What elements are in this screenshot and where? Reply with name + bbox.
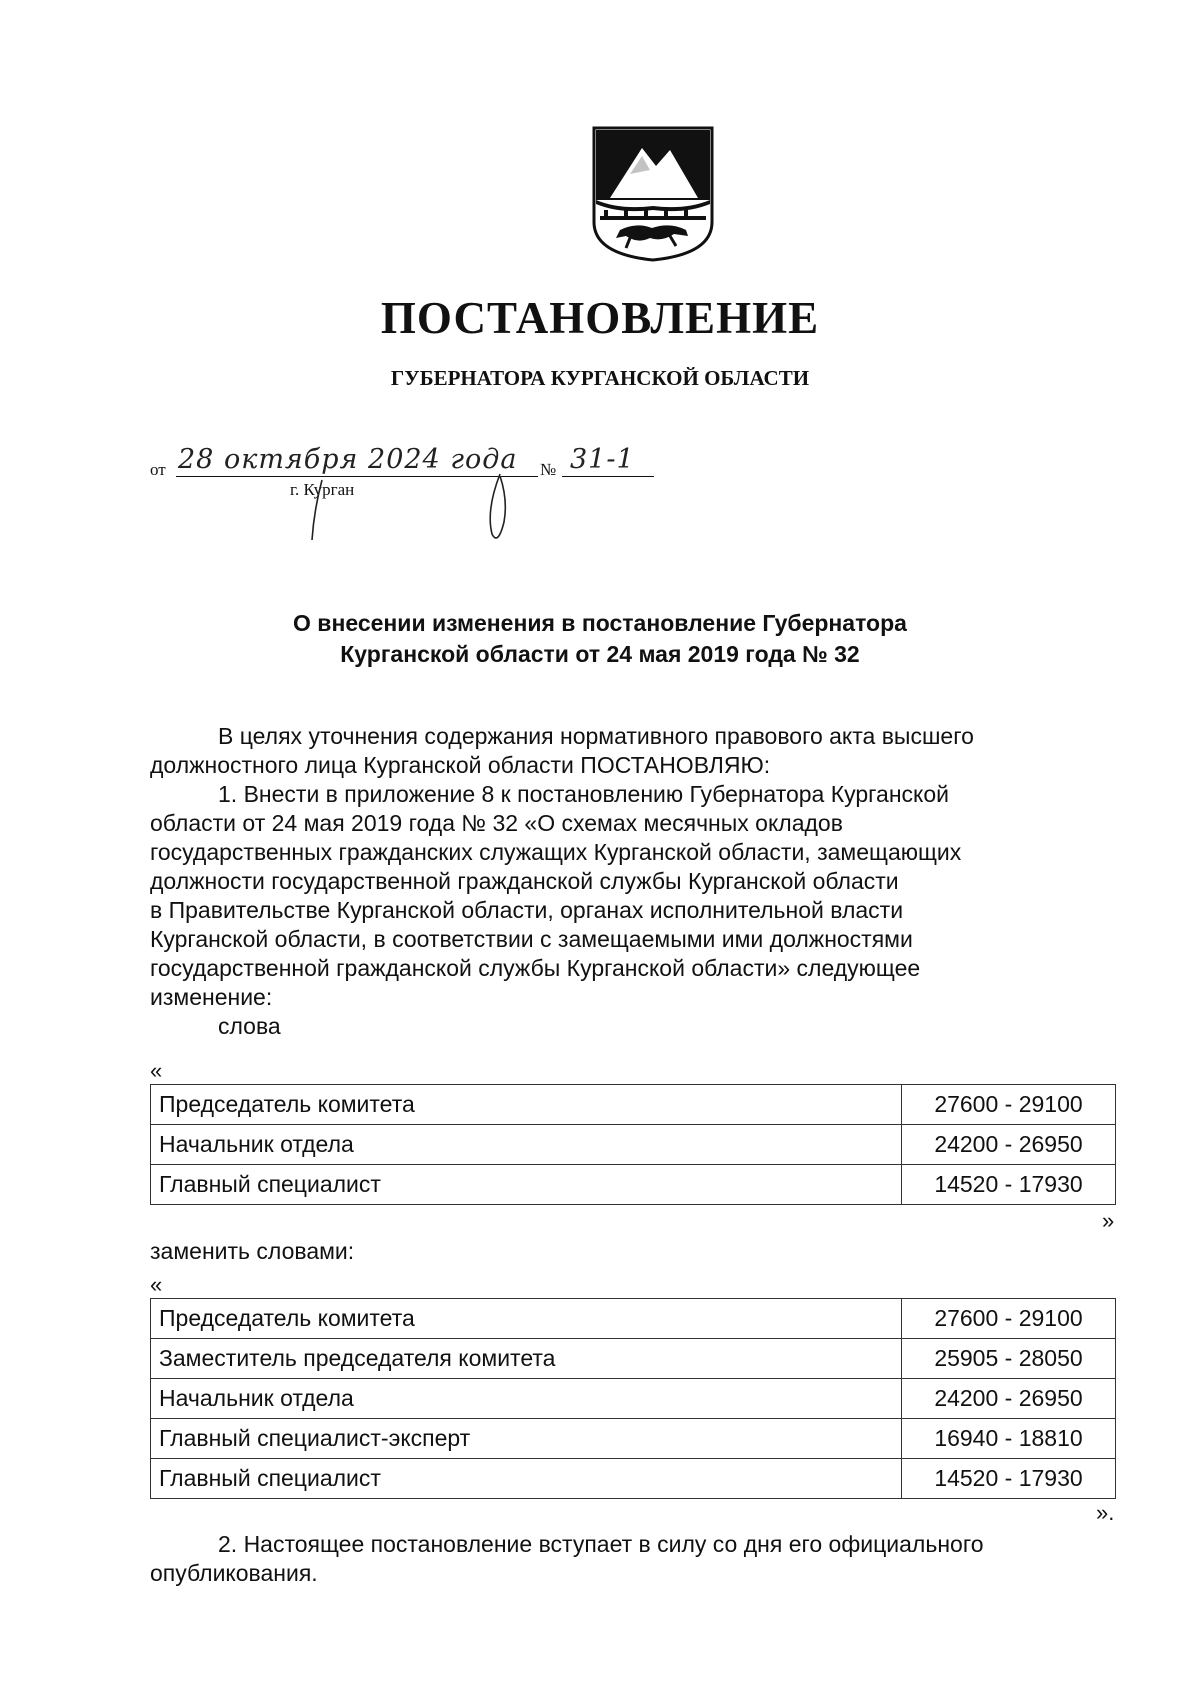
item1-line: Курганской области, в соответствии с замещаемыми ими должностями xyxy=(150,926,913,952)
table-row xyxy=(151,1085,1116,1125)
salary-table-new xyxy=(150,1298,1116,1499)
document-title: ПОСТАНОВЛЕНИЕ xyxy=(380,293,820,343)
open-quote: « xyxy=(150,1058,163,1083)
item2-line-1: 2. Настоящее постановление вступает в силу со дня его официального xyxy=(218,1531,984,1557)
city-label: г. Курган xyxy=(290,480,355,499)
intro-line-1: В целях уточнения содержания нормативного правового акта высшего xyxy=(218,723,974,749)
position-cell: Начальник отдела xyxy=(151,1125,902,1165)
close-quote: » xyxy=(1102,1208,1115,1233)
table-row xyxy=(151,1459,1116,1499)
item1-line: 1. Внести в приложение 8 к постановлению Губернатора Курганской xyxy=(218,781,950,807)
range-cell: 24200 - 26950 xyxy=(902,1379,1116,1419)
table-row xyxy=(151,1419,1116,1459)
salary-table-old xyxy=(150,1084,1116,1205)
item1-line: государственных гражданских служащих Курганской области, замещающих xyxy=(150,839,962,865)
item1-line: должности государственной гражданской службы Курганской области xyxy=(150,868,899,894)
range-cell: 14520 - 17930 xyxy=(902,1459,1116,1499)
handwritten-date: 28 октября 2024 года xyxy=(178,444,518,475)
item1-line: в Правительстве Курганской области, органах исполнительной власти xyxy=(150,897,904,923)
item1-line: изменение: xyxy=(150,984,273,1010)
table-row xyxy=(151,1125,1116,1165)
position-cell: Председатель комитета xyxy=(151,1085,902,1125)
coat-of-arms-emblem xyxy=(590,126,716,262)
open-quote: « xyxy=(150,1272,163,1297)
heading-line-1: О внесении изменения в постановление Губернатора xyxy=(293,610,907,636)
range-cell: 27600 - 29100 xyxy=(902,1299,1116,1339)
replace-label: заменить словами: xyxy=(150,1238,355,1264)
position-cell: Председатель комитета xyxy=(151,1299,902,1339)
range-cell: 24200 - 26950 xyxy=(902,1125,1116,1165)
position-cell: Главный специалист xyxy=(151,1459,902,1499)
heading-line-2: Курганской области от 24 мая 2019 года № 32 xyxy=(340,641,860,667)
signature-strokes xyxy=(300,470,520,550)
range-cell: 14520 - 17930 xyxy=(902,1165,1116,1205)
handwritten-number: 31-1 xyxy=(570,444,635,475)
range-cell: 16940 - 18810 xyxy=(902,1419,1116,1459)
body-item2 xyxy=(150,1530,1140,1588)
words-label: слова xyxy=(218,1013,281,1039)
from-label: от xyxy=(150,460,166,479)
position-cell: Начальник отдела xyxy=(151,1379,902,1419)
number-label: № xyxy=(540,460,557,479)
close-quote: ». xyxy=(1096,1500,1115,1525)
table-row xyxy=(151,1339,1116,1379)
table-row xyxy=(151,1379,1116,1419)
table-row xyxy=(151,1165,1116,1205)
range-cell: 27600 - 29100 xyxy=(902,1085,1116,1125)
intro-line-2: должностного лица Курганской области ПОСТАНОВЛЯЮ: xyxy=(150,752,771,778)
document-subtitle: ГУБЕРНАТОРА КУРГАНСКОЙ ОБЛАСТИ xyxy=(390,366,810,390)
position-cell: Главный специалист xyxy=(151,1165,902,1205)
table-row xyxy=(151,1299,1116,1339)
number-underline xyxy=(562,476,654,477)
body-intro xyxy=(150,722,1140,1041)
item1-line: области от 24 мая 2019 года № 32 «О схемах месячных окладов xyxy=(150,810,843,836)
item1-line: государственной гражданской службы Курганской области» следующее xyxy=(150,955,921,981)
item2-line-2: опубликования. xyxy=(150,1560,318,1586)
position-cell: Заместитель председателя комитета xyxy=(151,1339,902,1379)
range-cell: 25905 - 28050 xyxy=(902,1339,1116,1379)
position-cell: Главный специалист-эксперт xyxy=(151,1419,902,1459)
